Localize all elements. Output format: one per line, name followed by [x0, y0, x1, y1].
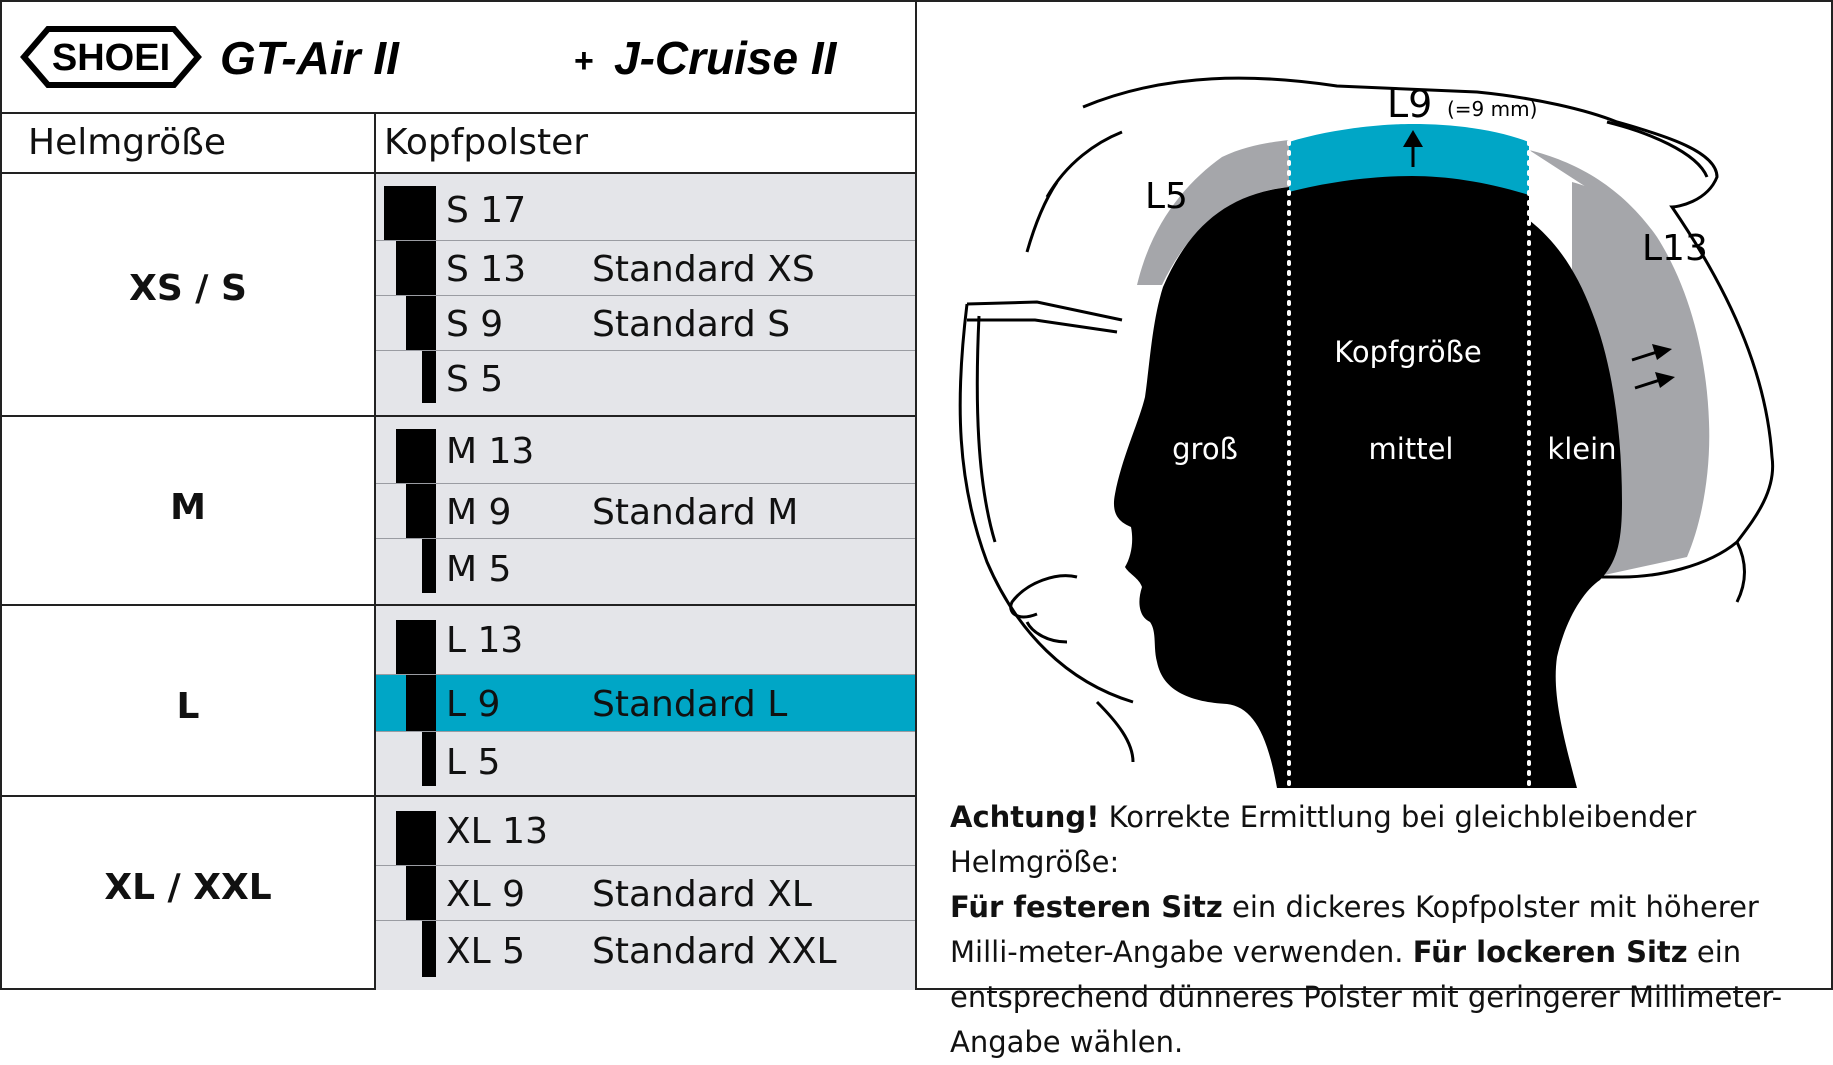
pad-thickness-bar	[406, 296, 436, 350]
pad-name: XL 5	[446, 931, 526, 972]
pad-name: XL 13	[446, 811, 548, 852]
pad-rows	[376, 417, 917, 604]
pad-thickness-bar	[406, 484, 436, 538]
pad-rows	[376, 797, 917, 990]
pad-row	[376, 174, 917, 241]
group-xs-s	[2, 174, 917, 417]
label-large: groß	[1172, 432, 1238, 466]
pad-thickness-bar	[396, 429, 436, 483]
note-tighter-fit: Für festeren Sitz	[950, 890, 1223, 924]
pad-row	[376, 296, 917, 351]
note-text-3: ein entsprechend dünneres Polster mit geringerer Millimeter-Angabe wählen.	[950, 935, 1783, 1059]
pad-name: L 13	[446, 620, 524, 661]
shoei-logo	[24, 29, 198, 85]
pad-rows	[376, 606, 917, 795]
group-label: XL / XXL	[104, 867, 272, 908]
label-head-size: Kopfgröße	[1334, 335, 1482, 369]
model-gt-air-2: GT-Air II	[220, 32, 399, 84]
note-text-1: Korrekte Ermittlung bei gleichbleibender Helmgröße:	[950, 800, 1697, 879]
group-label: XS / S	[129, 268, 247, 309]
head-silhouette	[1114, 170, 1622, 788]
pad-thickness-bar	[422, 732, 436, 786]
column-headers	[2, 114, 917, 174]
note-warning: Achtung!	[950, 800, 1100, 834]
col-helmet-size: Helmgröße	[28, 122, 226, 163]
pad-row	[376, 539, 917, 602]
size-table	[0, 0, 917, 990]
pad-name: M 5	[446, 549, 512, 590]
pad-row-highlighted	[376, 675, 917, 732]
pad-name: M 13	[446, 431, 535, 472]
group-label: M	[170, 487, 206, 528]
group-m	[2, 417, 917, 606]
pad-name: M 9	[446, 492, 512, 533]
pad-thickness-bar	[406, 866, 436, 920]
pad-name: XL 9	[446, 874, 526, 915]
standard-label: Standard XL	[592, 874, 812, 915]
pad-row	[376, 866, 917, 921]
fit-note	[950, 795, 1820, 1065]
brand-logos	[2, 2, 917, 112]
label-l5: L5	[1145, 176, 1188, 217]
pad-name: S 17	[446, 190, 527, 231]
pad-row	[376, 351, 917, 413]
pad-row	[376, 732, 917, 793]
group-l	[2, 606, 917, 797]
helmet-diagram	[917, 2, 1831, 792]
shoei-logo-text: SHOEI	[51, 37, 171, 79]
label-small: klein	[1547, 432, 1617, 466]
note-text-2: ein dickeres Kopfpolster mit höherer Milli-meter-Angabe verwenden.	[950, 890, 1759, 969]
label-l9-note: (=9 mm)	[1447, 97, 1538, 121]
standard-label: Standard XS	[592, 249, 815, 290]
note-looser-fit: Für lockeren Sitz	[1412, 935, 1688, 969]
standard-label: Standard S	[592, 304, 791, 345]
label-medium: mittel	[1368, 432, 1454, 466]
pad-row	[376, 606, 917, 675]
model-j-cruise-2: J-Cruise II	[614, 32, 837, 84]
pad-rows	[376, 174, 917, 415]
label-l9: L9	[1387, 82, 1433, 126]
standard-label: Standard XXL	[592, 931, 837, 972]
pad-name: L 9	[446, 684, 501, 725]
pad-row	[376, 417, 917, 484]
pad-thickness-bar	[396, 620, 436, 674]
pad-row	[376, 921, 917, 990]
pad-thickness-bar	[422, 351, 436, 403]
pad-thickness-bar	[422, 921, 436, 977]
column-divider	[374, 114, 376, 990]
pad-thickness-bar	[422, 539, 436, 593]
fit-diagram-panel	[915, 0, 1833, 1059]
pad-thickness-bar	[396, 241, 436, 295]
pad-row	[376, 797, 917, 866]
brand-header	[2, 2, 917, 114]
pad-name: L 5	[446, 742, 501, 783]
pad-thickness-bar	[384, 186, 436, 240]
pad-thickness-bar	[406, 675, 436, 731]
pad-name: S 5	[446, 359, 504, 400]
plus-sign: +	[574, 42, 594, 80]
standard-label: Standard M	[592, 492, 799, 533]
group-xl-xxl	[2, 797, 917, 990]
col-head-pad: Kopfpolster	[384, 122, 589, 163]
pad-name: S 9	[446, 304, 504, 345]
pad-row	[376, 484, 917, 539]
group-label: L	[176, 686, 200, 727]
label-l13: L13	[1642, 228, 1708, 269]
pad-thickness-bar	[396, 811, 436, 865]
pad-name: S 13	[446, 249, 527, 290]
pad-row	[376, 241, 917, 296]
standard-label: Standard L	[592, 684, 788, 725]
